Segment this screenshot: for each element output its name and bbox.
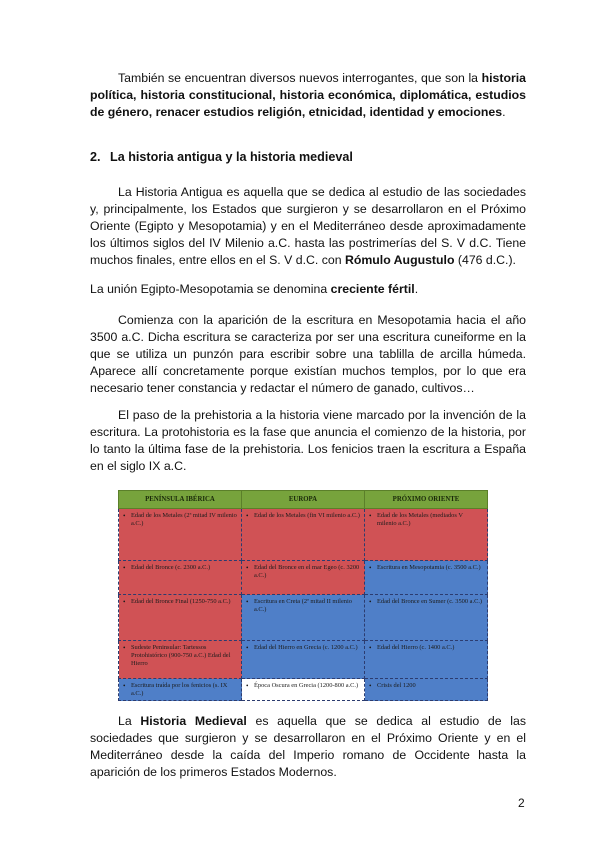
header-proximo-oriente: PRÓXIMO ORIENTE (365, 491, 488, 509)
table-row (119, 561, 488, 595)
section-number: 2. (90, 150, 101, 164)
table-row (119, 509, 488, 561)
header-europa: EUROPA (242, 491, 365, 509)
history-table (118, 490, 488, 701)
page-number: 2 (518, 796, 525, 810)
table-cell (242, 679, 365, 701)
antigua-end: (476 d.C.). (454, 253, 516, 267)
table-cell (119, 595, 242, 641)
cell-text: • Escritura en Creta (2ª mitad II milenio a.C.) (246, 598, 360, 614)
cell-text: • Edad de los Metales (mediados V milenio a.C.) (369, 512, 483, 528)
table-cell (119, 561, 242, 595)
cell-text: • Crisis del 1200 (369, 682, 483, 690)
medieval-bold-term: Historia Medieval (140, 714, 247, 728)
cell-text: • Sudeste Peninsular: Tartessos Protohistórico (900-750 a.C.) Edad del Hierro (123, 644, 237, 668)
table-cell (242, 561, 365, 595)
cell-text: • Época Oscura en Grecia (1200-800 a.C.) (246, 682, 360, 690)
cell-text: • Edad del Bronce en Sumer (c. 3500 a.C.) (369, 598, 483, 606)
medieval-text: es aquella que se dedica al estudio de las sociedades que surgieron y se desarrollaron en el Próximo Oriente y en el Mediterráneo desde la caída del Imperio romano de Occidente hasta la aparición de los primeros Estados Modernos. (90, 714, 526, 779)
prehistoria-paragraph (90, 407, 526, 475)
escritura-text: Comienza con la aparición de la escritura en Mesopotamia hacia el año 3500 a.C. Dicha escritura se caracteriza por ser una escritura cuneiforme en la que se utiliza un punzón para escribir sobre una tablilla de arcilla húmeda. Aparece allí concretamente porque existían muchos templos, por lo que era necesario tener constancia y redactar el número de ganado, cultivos… (90, 313, 526, 395)
table-cell (242, 641, 365, 679)
cell-text: • Edad del Hierro en Grecia (c. 1200 a.C.) (246, 644, 360, 652)
union-bold-term: creciente fértil (330, 282, 415, 296)
table-cell (365, 679, 488, 701)
table-cell (119, 509, 242, 561)
cell-text: • Edad de los Metales (fin VI milenio a.C.) (246, 512, 360, 520)
prehistoria-text: El paso de la prehistoria a la historia viene marcado por la invención de la escritura. La protohistoria es la fase que anuncia el comienzo de la historia, por lo tanto la última fase de la prehistoria. Los fenicios traen la escritura a España en el siglo IX a.C. (90, 408, 526, 473)
intro-bold-topics: historia política, historia constitucional, historia económica, diplomática, estudios de género, renacer estudios religión, etnicidad, identidad y emociones (90, 71, 526, 119)
table-row (119, 679, 488, 701)
intro-paragraph (90, 70, 526, 121)
cell-text: • Edad del Bronce (c. 2300 a.C.) (123, 564, 237, 572)
table-cell (119, 679, 242, 701)
table-header-row (119, 491, 488, 509)
medieval-paragraph (90, 713, 526, 781)
intro-text: También se encuentran diversos nuevos interrogantes, que son la (118, 71, 482, 85)
antigua-paragraph (90, 184, 526, 269)
section-heading (90, 150, 353, 164)
table-cell (119, 641, 242, 679)
cell-text: • Edad del Bronce en el mar Egeo (c. 3200 a.C.) (246, 564, 360, 580)
escritura-paragraph (90, 312, 526, 397)
table-cell (242, 595, 365, 641)
antigua-text: La Historia Antigua es aquella que se dedica al estudio de las sociedades y, principalmente, los Estados que surgieron y se desarrollaron en el Próximo Oriente (Egipto y Mesopotamia) y en el Mediterráneo desde aproximadamente los últimos siglos del IV Milenio a.C. hasta las postrimerías del S. V d.C. Tiene muchos finales, entre ellos en el S. V d.C. con (90, 185, 526, 267)
cell-text: • Edad del Bronce Final (1250-750 a.C.) (123, 598, 237, 606)
union-text: La unión Egipto-Mesopotamia se denomina (90, 282, 331, 296)
cell-text: • Edad de los Metales (2ª mitad IV milenio a.C.) (123, 512, 237, 528)
table-cell (365, 561, 488, 595)
cell-text: • Escritura traída por los fenicios (s. IX a.C.) (123, 682, 237, 698)
intro-suffix: . (502, 105, 506, 119)
header-peninsula: PENÍNSULA IBÉRICA (119, 491, 242, 509)
table-cell (242, 509, 365, 561)
section-title: La historia antigua y la historia medieval (110, 150, 353, 164)
table-row (119, 595, 488, 641)
medieval-prefix: La (118, 714, 141, 728)
cell-text: • Edad del Hierro (c. 1400 a.C.) (369, 644, 483, 652)
union-paragraph (90, 281, 526, 298)
union-end: . (414, 282, 419, 296)
table-cell (365, 509, 488, 561)
table-row (119, 641, 488, 679)
table-cell (365, 595, 488, 641)
antigua-bold-name: Rómulo Augustulo (344, 253, 455, 267)
cell-text: • Escritura en Mesopotamia (c. 3500 a.C.) (369, 564, 483, 572)
table-cell (365, 641, 488, 679)
